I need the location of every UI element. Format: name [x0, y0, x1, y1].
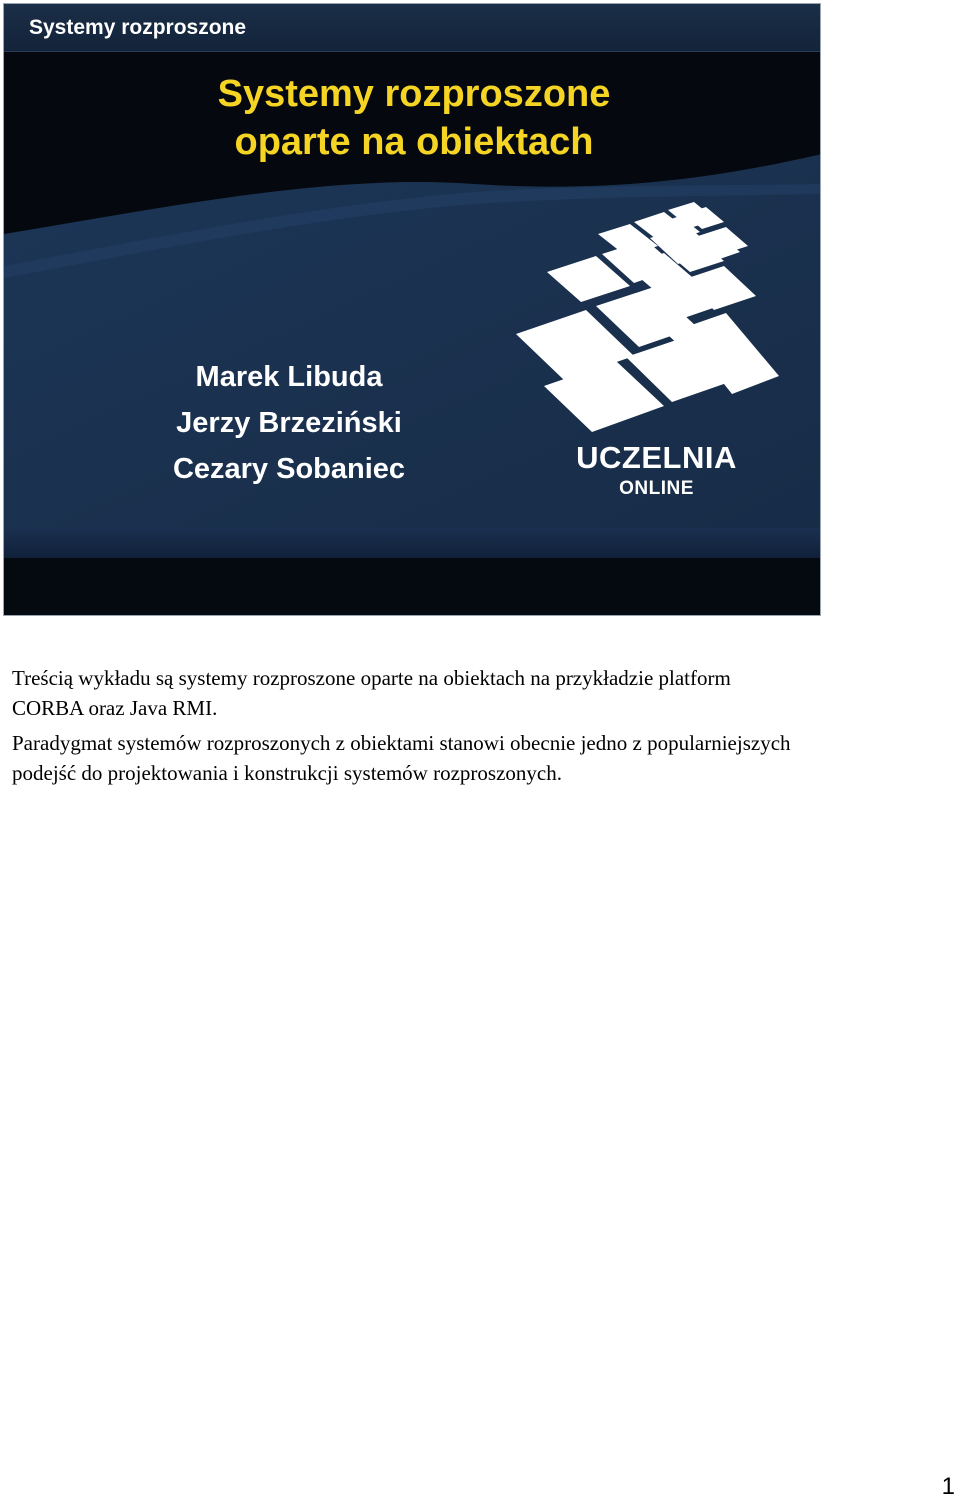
- author-name: Cezary Sobaniec: [172, 453, 406, 485]
- slide-title-line-2: oparte na obiektach: [234, 121, 594, 163]
- author-list: [114, 354, 464, 492]
- uczelnia-logo-text: UCZELNIA: [576, 440, 737, 475]
- lecture-slide: [3, 3, 821, 616]
- notes-paragraph: Treścią wykładu są systemy rozproszone oparte na obiektach na przykładzie platform CORBA oraz Java RMI.: [12, 666, 731, 720]
- slide-notes: [12, 664, 792, 794]
- slide-title-line-1: Systemy rozproszone: [217, 73, 611, 115]
- notes-paragraph: Paradygmat systemów rozproszonych z obiektami stanowi obecnie jedno z popularniejszych podejść do projektowania i konstrukcji systemów rozproszonych.: [12, 731, 791, 785]
- author-name: Marek Libuda: [195, 361, 383, 393]
- author-name: Jerzy Brzeziński: [176, 407, 402, 439]
- slide-title: [154, 70, 674, 166]
- page-number: 1: [941, 1473, 955, 1500]
- slide-header-title: Systemy rozproszone: [29, 16, 247, 39]
- online-logo-text: ONLINE: [619, 478, 694, 499]
- slide-header-bar: [4, 4, 821, 52]
